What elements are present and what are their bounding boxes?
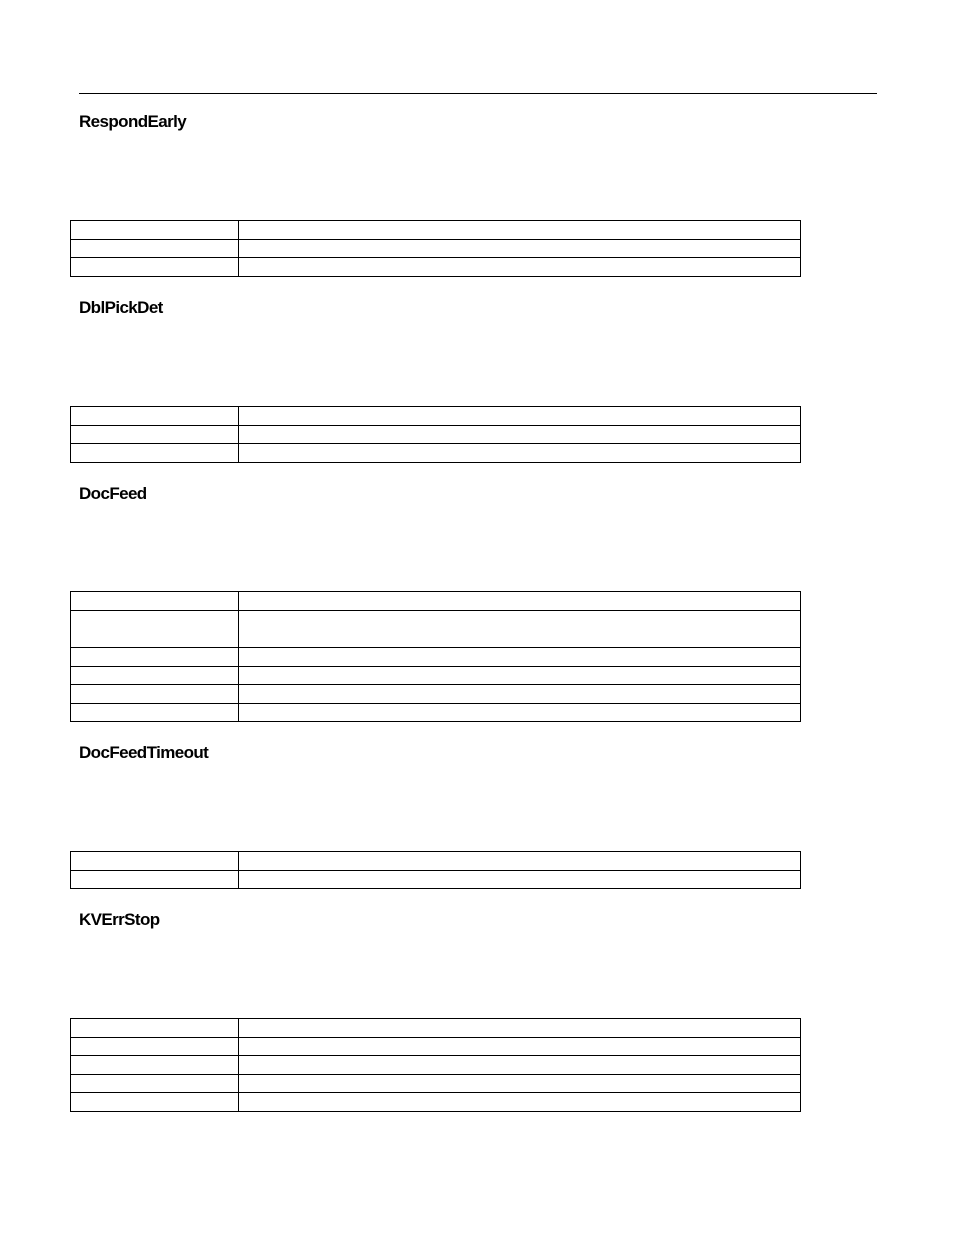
table-cell [239,1093,801,1112]
parameter-table [70,406,801,463]
table-cell [239,240,801,258]
table-cell [71,1075,239,1093]
table-cell [239,1019,801,1038]
table-cell [71,258,239,277]
table-cell [71,407,239,426]
section-heading: DblPickDet [79,298,163,317]
table-row [71,444,801,463]
table-cell [239,426,801,444]
table-cell [239,667,801,685]
table-row [71,592,801,611]
parameter-table [70,851,801,889]
parameter-table [70,1018,801,1112]
table-cell [239,592,801,611]
table-cell [71,704,239,722]
table-cell [239,685,801,704]
table-row [71,1019,801,1038]
table-row [71,240,801,258]
table-cell [239,852,801,871]
section-heading: KVErrStop [79,910,160,929]
table-cell [239,704,801,722]
table-row [71,704,801,722]
table-row [71,1075,801,1093]
table-cell [71,852,239,871]
table-row [71,1056,801,1075]
table-cell [71,871,239,889]
table-row [71,258,801,277]
table-cell [71,611,239,648]
table-row [71,871,801,889]
table-cell [239,221,801,240]
table-row [71,685,801,704]
table-cell [239,871,801,889]
table-cell [239,258,801,277]
table-cell [71,221,239,240]
table-row [71,667,801,685]
table-cell [239,407,801,426]
table-cell [239,1056,801,1075]
parameter-table [70,591,801,722]
table-row [71,852,801,871]
table-cell [239,611,801,648]
table-cell [71,1093,239,1112]
table-cell [71,1056,239,1075]
table-row [71,1093,801,1112]
table-row [71,407,801,426]
table-cell [239,1075,801,1093]
table-cell [71,648,239,667]
table-cell [71,444,239,463]
table-cell [239,444,801,463]
table-cell [71,1038,239,1056]
table-row [71,426,801,444]
section-heading: DocFeed [79,484,147,503]
table-cell [71,667,239,685]
section-heading: DocFeedTimeout [79,743,209,762]
table-cell [71,1019,239,1038]
table-cell [239,648,801,667]
table-cell [71,240,239,258]
table-cell [71,685,239,704]
table-row [71,221,801,240]
section-heading: RespondEarly [79,112,187,131]
table-row [71,648,801,667]
table-row [71,1038,801,1056]
header-rule [79,93,877,94]
parameter-table [70,220,801,277]
table-cell [71,592,239,611]
table-cell [239,1038,801,1056]
table-cell [71,426,239,444]
table-row [71,611,801,648]
